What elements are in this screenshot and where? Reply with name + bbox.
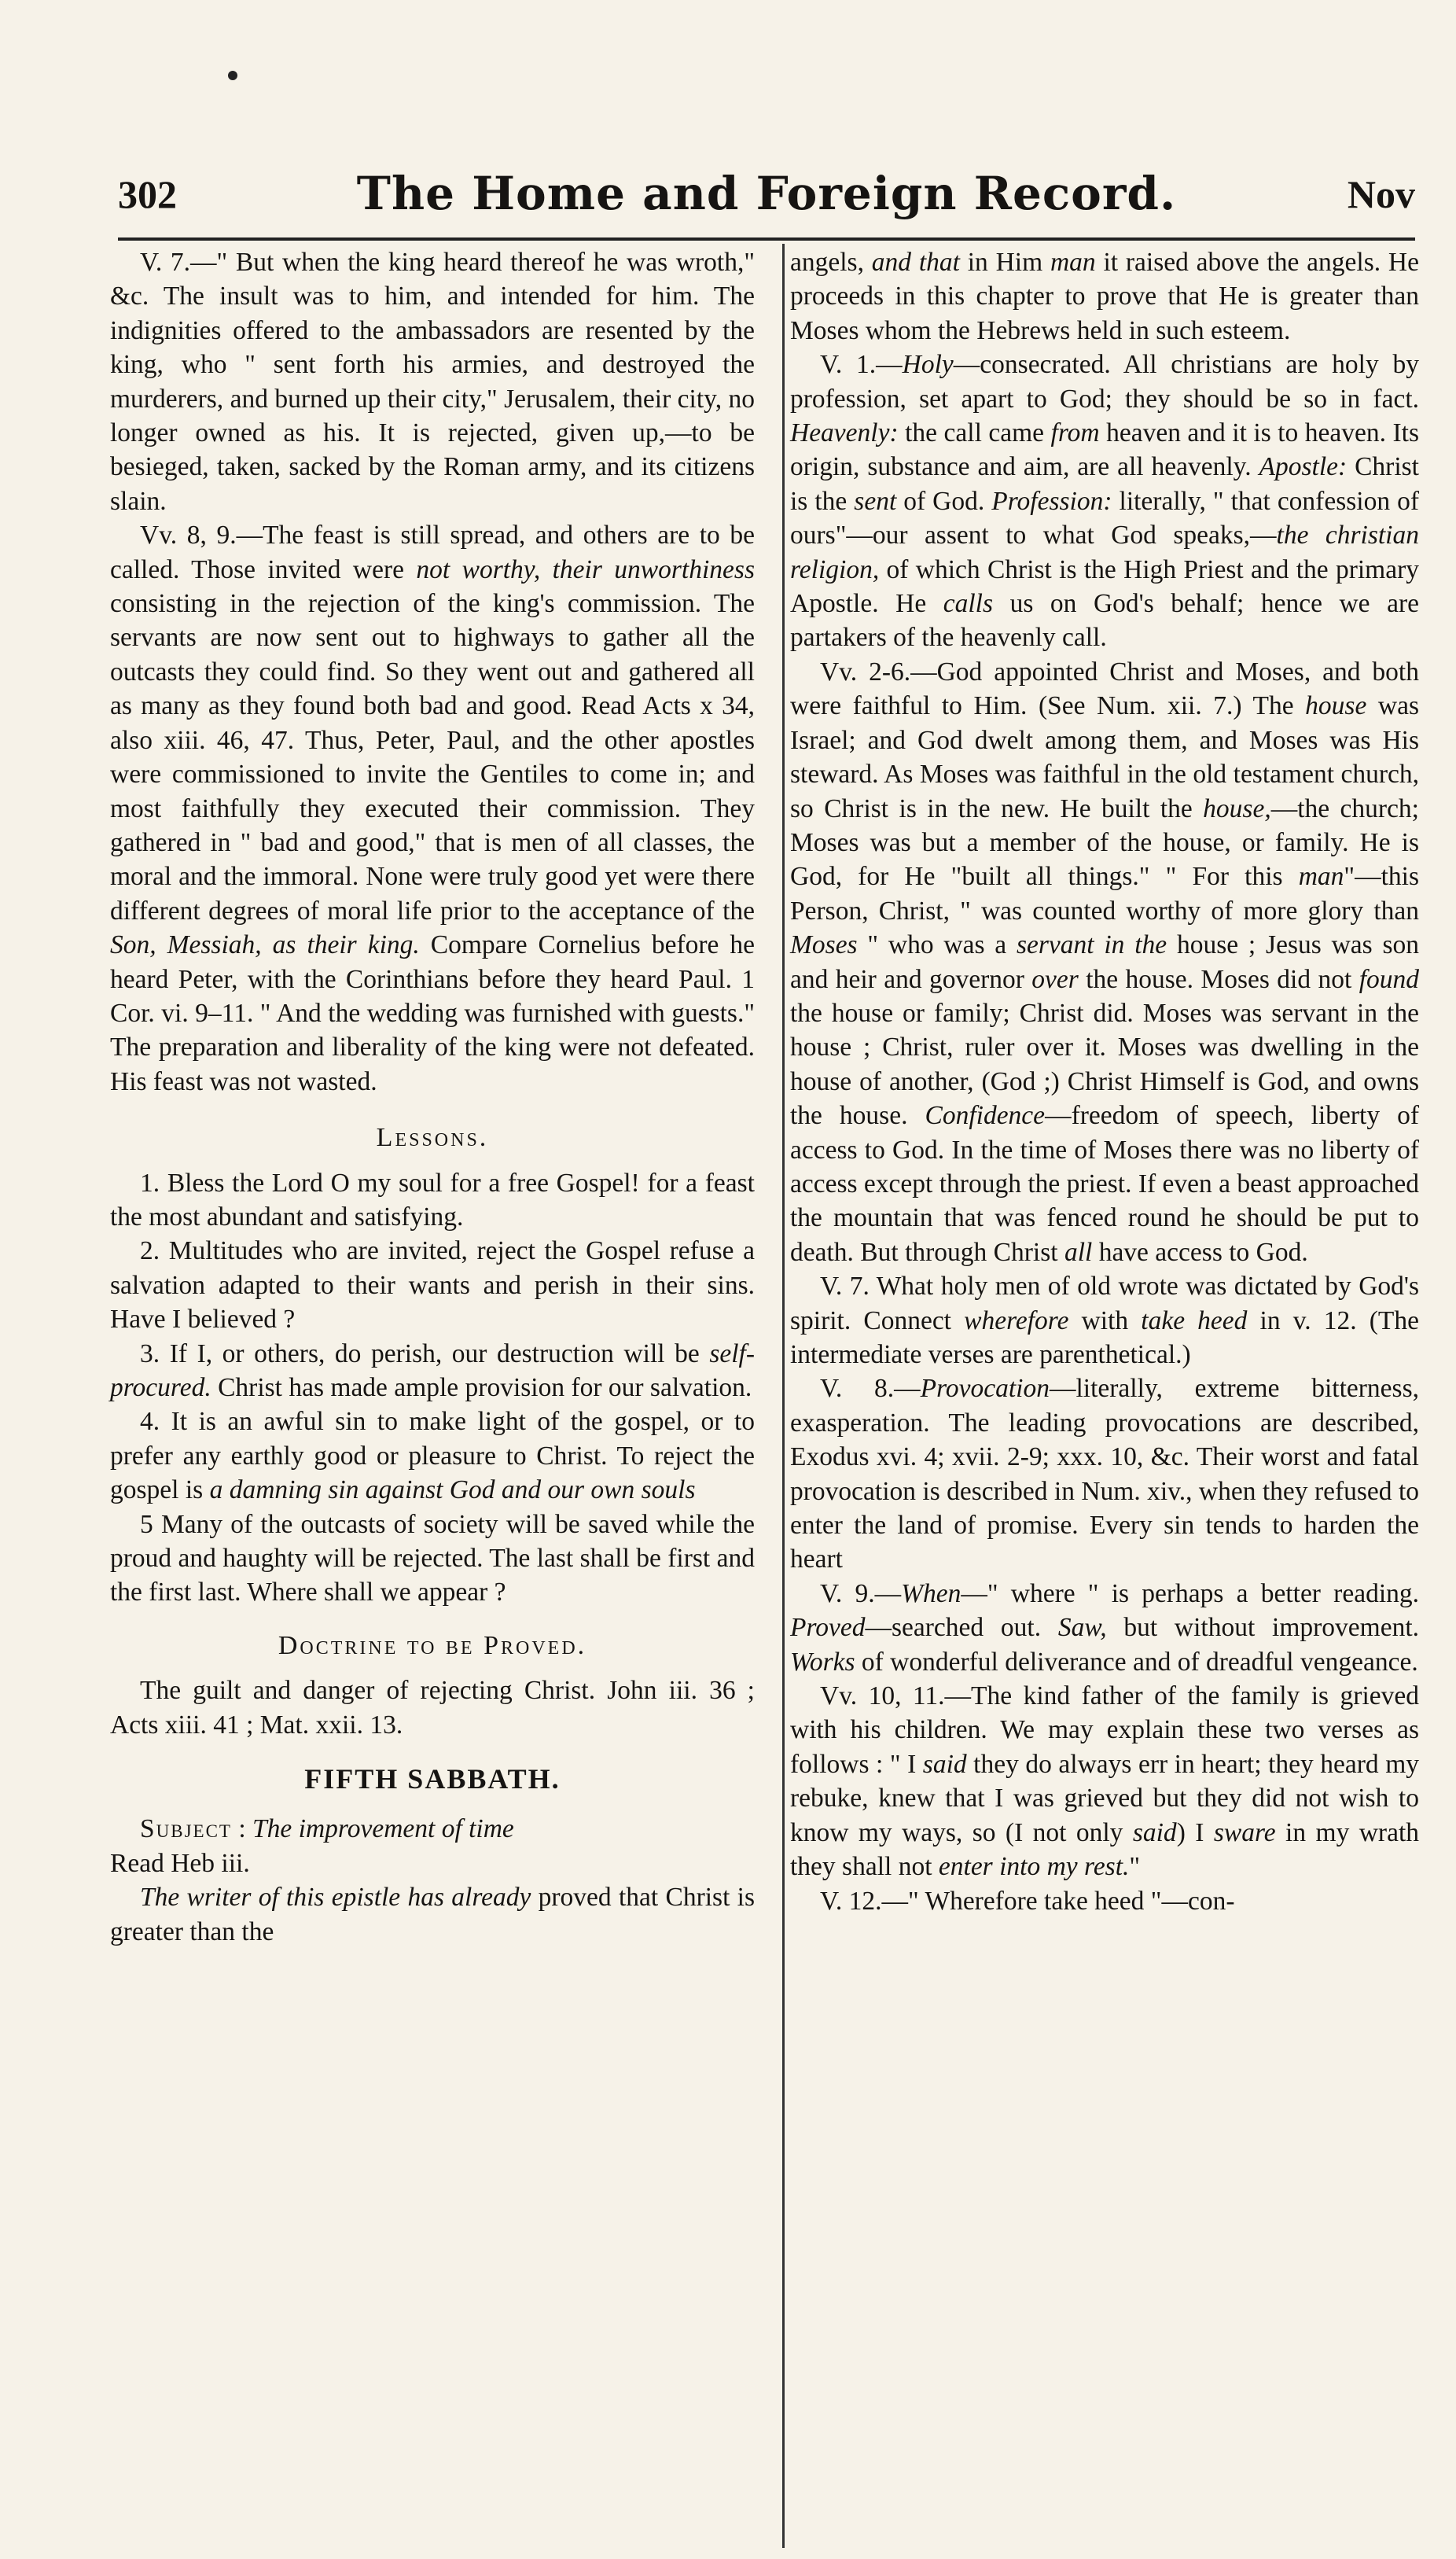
lesson-2: 2. Multitudes who are invited, reject the Gospel refuse a salvation adapted to their wants and perish in their sins. Have I believed ? bbox=[110, 1236, 755, 1335]
lesson-5: 5 Many of the outcasts of society will be saved while the proud and haughty will be rejected. The last shall be first and the first last. Where shall we appear ? bbox=[110, 1509, 755, 1607]
paragraph-intro: The writer of this epistle has already proved that Christ is greater than the bbox=[110, 1883, 755, 1946]
doctrine-text: The guilt and danger of rejecting Christ. John iii. 36 ; Acts xiii. 41 ; Mat. xxii. 13. bbox=[110, 1676, 755, 1740]
month-label: Nov bbox=[1347, 172, 1415, 216]
left-column bbox=[110, 245, 755, 1949]
running-header bbox=[118, 167, 1415, 234]
right-column bbox=[790, 245, 1419, 1918]
paragraph-v9: V. 9.—When—" where " is perhaps a better reading. Proved—searched out. Saw, but without improvement. Works of wonderful deliverance and of dreadful vengeance. bbox=[790, 1578, 1420, 1677]
paragraph-v12: V. 12.—" Wherefore take heed "—con- bbox=[820, 1886, 1235, 1916]
paragraph-continued: angels, and that in Him man it raised above the angels. He proceeds in this chapter to prove that He is greater than Moses whom the Hebrews held in such esteem. bbox=[790, 248, 1419, 345]
paragraph-v7-right: V. 7. What holy men of old wrote was dictated by God's spirit. Connect wherefore with take heed in v. 12. (The intermediate verses are parenthetical.) bbox=[790, 1272, 1419, 1369]
subject-line: Subject : The improvement of time bbox=[140, 1814, 514, 1844]
paragraph-vv8-9: Vv. 8, 9.—The feast is still spread, and others are to be called. Those invited were not worthy, their unworthiness consisting in the rejection of the king's commission. The servants are now sent out to highways to gather all the outcasts they could find. So they went out and gathered all as many as they found both bad and good. Read Acts x 34, also xiii. 46, 47. Thus, Peter, Paul, and the other apostles were commissioned to invite the Gentiles to come in; and most faithfully they executed their commission. They gathered in " bad and good," that is men of all classes, the moral and the immoral. None were truly good yet were there different degrees of moral life prior to the acceptance of the Son, Messiah, as their king. Compare Cornelius before he heard Peter, with the Corinthians before they heard Paul. 1 Cor. vi. 9–11. " And the wedding was furnished with guests." The preparation and liberality of the king were not defeated. His feast was not wasted. bbox=[110, 521, 755, 1096]
paragraph-vv2-6: Vv. 2-6.—God appointed Christ and Moses, and both were faithful to Him. (See Num. xii. 7.) The house was Israel; and God dwelt among them, and Moses was His steward. As Moses was faithful in the old testament church, so Christ is in the new. He built the house,—the church; Moses was but a member of the house, or family. He is God, for He "built all things." " For this man"—this Person, Christ, " was counted worthy of more glory than Moses " who was a servant in the house ; Jesus was son and heir and governor over the house. Moses did not found the house or family; Christ did. Moses was servant in the house ; Christ, ruler over it. Moses was dwelling in the house of another, (God ;) Christ Himself is God, and owns the house. Confidence—freedom of speech, liberty of access to God. In the time of Moses there was no liberty of access except through the priest. If even a beast approached the mountain that was fenced round he should be put to death. But through Christ all have access to God. bbox=[790, 657, 1420, 1267]
running-title: The Home and Foreign Record. bbox=[356, 167, 1177, 220]
paragraph-v7: V. 7.—" But when the king heard thereof he was wroth," &c. The insult was to him, and intended for him. The indignities offered to the ambassadors are resented by the king, who " sent forth his armies, and destroyed the murderers, and burned up their city," Jerusalem, their city, no longer owned as his. It is rejected, given up,—to be besieged, taken, sacked by the Roman army, and its citizens slain. bbox=[110, 248, 755, 516]
paragraph-vv10-11: Vv. 10, 11.—The kind father of the family is grieved with his children. We may explain these two verses as follows : " I said they do always err in heart; they heard my rebuke, knew that I was grieved but they did not wish to know my ways, so (I not only said) I sware in my wrath they shall not enter into my rest." bbox=[790, 1681, 1420, 1882]
ink-speck bbox=[228, 71, 237, 80]
lesson-3: 3. If I, or others, do perish, our destruction will be self-procured. Christ has made ample provision for our salvation. bbox=[110, 1338, 755, 1402]
lesson-4: 4. It is an awful sin to make light of the gospel, or to prefer any earthly good or pleasure to Christ. To reject the gospel is a damning sin against God and our own souls bbox=[110, 1407, 755, 1505]
column-divider bbox=[782, 244, 785, 2548]
lesson-1: 1. Bless the Lord O my soul for a free Gospel! for a feast the most abundant and satisfying. bbox=[110, 1168, 755, 1232]
paragraph-v1: V. 1.—Holy—consecrated. All christians are holy by profession, set apart to God; they should be so in fact. Heavenly: the call came from heaven and it is to heaven. Its origin, substance and aim, are all heavenly. Apostle: Christ is the sent of God. Profession: literally, " that confession of ours"—our assent to what God speaks,—the christian religion, of which Christ is the High Priest and the primary Apostle. He calls us on God's behalf; hence we are partakers of the heavenly call. bbox=[790, 350, 1420, 653]
page-number: 302 bbox=[118, 172, 177, 216]
lessons-heading: Lessons. bbox=[376, 1123, 489, 1153]
doctrine-heading: Doctrine to be Proved. bbox=[278, 1630, 587, 1660]
fifth-sabbath-heading: FIFTH SABBATH. bbox=[304, 1763, 561, 1795]
reading-reference: Read Heb iii. bbox=[110, 1848, 250, 1878]
paragraph-v8: V. 8.—Provocation—literally, extreme bitterness, exasperation. The leading provocations are described, Exodus xvi. 4; xvii. 2-9; xxx. 10, &c. Their worst and fatal provocation is described in Num. xiv., when they refused to enter the land of promise. Every sin tends to harden the heart bbox=[790, 1374, 1419, 1574]
header-rule bbox=[118, 237, 1415, 241]
